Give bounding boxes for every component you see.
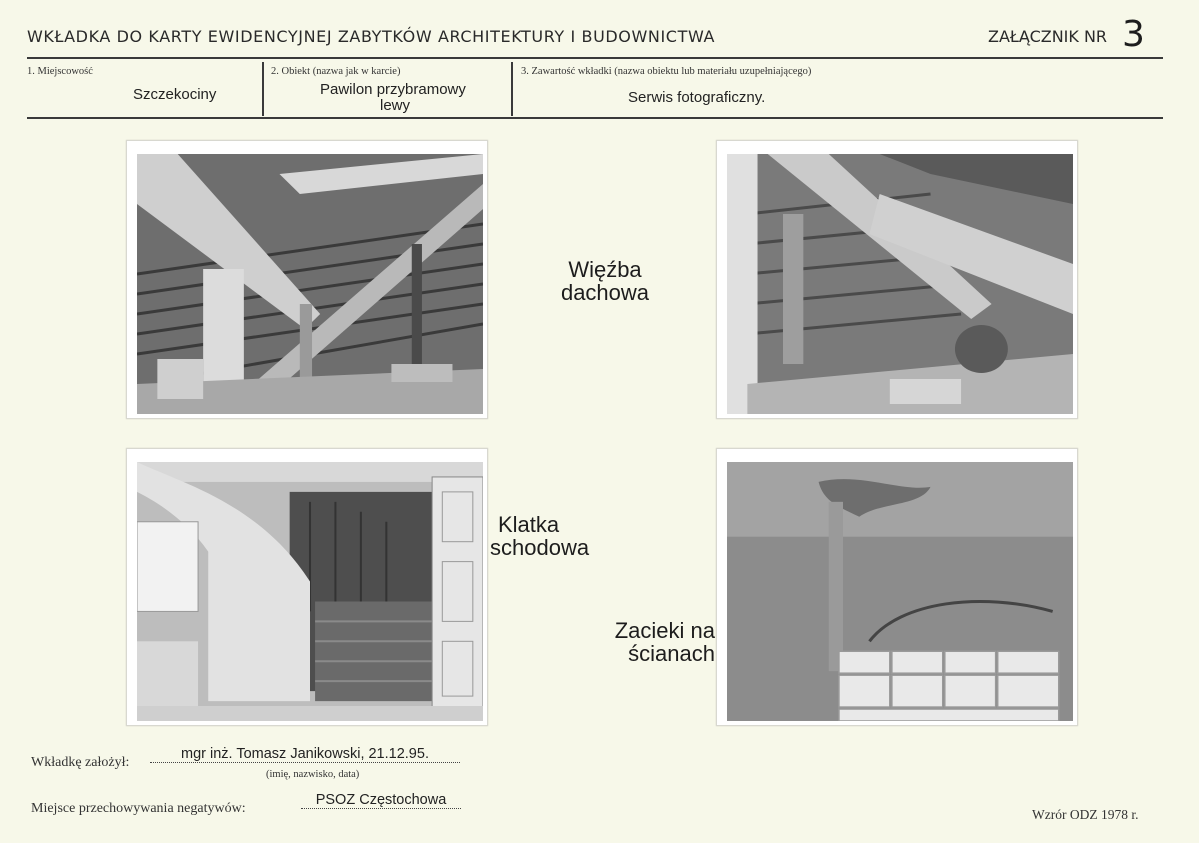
field-2-value-line1: Pawilon przybramowy <box>320 81 466 98</box>
photo-roof-truss-left <box>126 140 488 419</box>
field-1-value: Szczekociny <box>133 86 217 103</box>
field-2-label: 2. Obiekt (nazwa jak w karcie) <box>271 66 401 77</box>
field-2-value-line2: lewy <box>380 97 411 114</box>
caption-staircase <box>490 513 610 559</box>
caption-roof-line2: dachowa <box>560 280 650 305</box>
template-note: Wzrór ODZ 1978 r. <box>1032 807 1139 822</box>
staircase-image <box>137 462 483 721</box>
field-3-label: 3. Zawartość wkładki (nazwa obiektu lub materiału uzupełniającego) <box>521 66 812 77</box>
caption-stains-line1: Zacieki na <box>614 618 715 643</box>
fields-rule <box>27 117 1163 119</box>
photo-water-stains <box>716 448 1078 726</box>
field-divider-1 <box>262 62 264 116</box>
created-by-label: Wkładkę założył: <box>31 755 130 770</box>
form-title: WKŁADKA DO KARTY EWIDENCYJNEJ ZABYTKÓW ARCHITEKTURY I BUDOWNICTWA <box>27 27 716 46</box>
created-by-value: mgr inż. Tomasz Janikowski, 21.12.95. <box>150 746 460 763</box>
annex-label: ZAŁĄCZNIK NR <box>988 27 1108 46</box>
field-divider-2 <box>511 62 513 116</box>
caption-stairs-line2: schodowa <box>490 535 590 560</box>
water-stains-image <box>727 462 1073 721</box>
negatives-location-value: PSOZ Częstochowa <box>301 792 461 809</box>
caption-stairs-line1: Klatka <box>498 512 560 537</box>
field-1-label: 1. Miejscowość <box>27 66 93 77</box>
photo-staircase <box>126 448 488 726</box>
photo-roof-truss-right <box>716 140 1078 419</box>
negatives-location-label: Miejsce przechowywania negatywów: <box>31 801 246 816</box>
header-rule <box>27 57 1163 59</box>
caption-roof-truss <box>540 258 670 304</box>
roof-truss-image-left <box>137 154 483 414</box>
field-3-value: Serwis fotograficzny. <box>628 89 766 106</box>
roof-truss-image-right <box>727 154 1073 414</box>
annex-number: 3 <box>1122 14 1145 55</box>
caption-roof-line1: Więźba <box>568 257 642 282</box>
caption-stains-line2: ścianach <box>628 641 715 666</box>
caption-water-stains <box>595 619 715 665</box>
created-by-hint: (imię, nazwisko, data) <box>266 769 360 780</box>
